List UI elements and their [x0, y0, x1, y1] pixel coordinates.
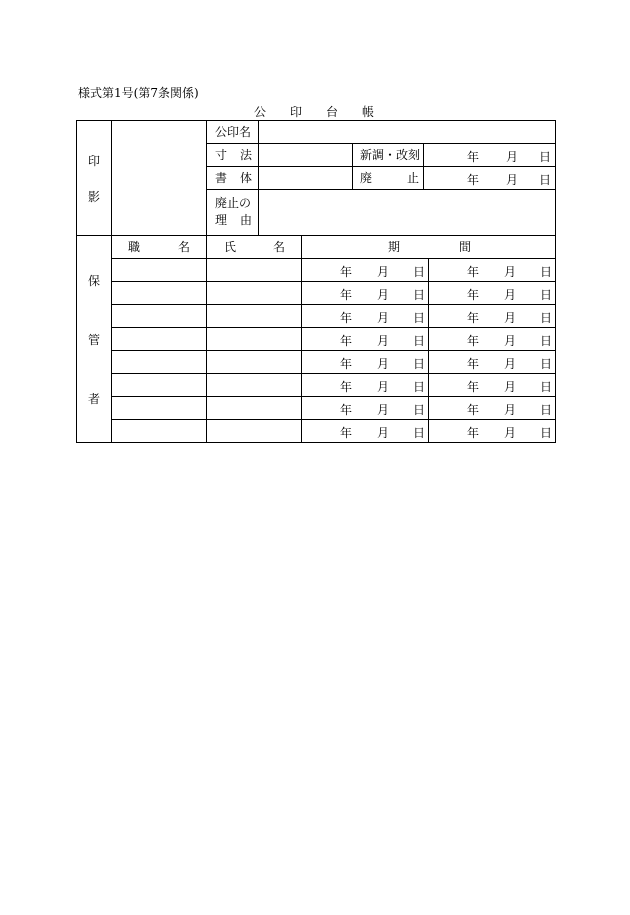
year-char: 年	[467, 403, 480, 417]
reason-label-line1: 廃止の	[215, 196, 252, 210]
month-char: 月	[377, 311, 390, 325]
size-label-char: 法	[240, 148, 253, 162]
period-end-date[interactable]	[429, 424, 555, 438]
year-char: 年	[467, 426, 480, 440]
row-divider	[111, 281, 556, 282]
month-char: 月	[377, 357, 390, 371]
period-start-date[interactable]	[302, 378, 428, 392]
row-divider	[111, 419, 556, 420]
day-char: 日	[413, 426, 426, 440]
month-char: 月	[377, 288, 390, 302]
row-divider	[111, 350, 556, 351]
reason-label-char: 理	[215, 213, 228, 227]
day-char: 日	[540, 334, 553, 348]
day-char: 日	[540, 288, 553, 302]
page-title	[0, 103, 630, 119]
month-char: 月	[504, 311, 517, 325]
section-divider	[76, 235, 556, 236]
year-char: 年	[340, 265, 353, 279]
seal-impression-box[interactable]	[112, 121, 206, 235]
col-divider	[258, 120, 259, 235]
row-divider	[111, 258, 556, 259]
month-char: 月	[506, 150, 519, 164]
font-label-char: 体	[240, 171, 253, 185]
title-char: 帳	[362, 105, 375, 119]
day-char: 日	[540, 265, 553, 279]
year-char: 年	[467, 311, 480, 325]
title-char: 印	[290, 105, 303, 119]
col-name-header-char: 名	[273, 240, 286, 254]
period-end-date[interactable]	[429, 401, 555, 415]
period-start-date[interactable]	[302, 263, 428, 277]
abolition-label-char: 止	[407, 171, 420, 185]
new-or-revised-label: 新調・改刻	[360, 148, 421, 162]
day-char: 日	[413, 357, 426, 371]
day-char: 日	[540, 426, 553, 440]
month-char: 月	[504, 403, 517, 417]
col-period-header-char: 間	[459, 240, 472, 254]
month-char: 月	[377, 334, 390, 348]
day-char: 日	[540, 380, 553, 394]
row-divider	[111, 396, 556, 397]
table-border-left	[76, 120, 77, 443]
month-char: 月	[377, 265, 390, 279]
day-char: 日	[413, 403, 426, 417]
new-or-revised-date[interactable]	[424, 148, 555, 162]
period-end-date[interactable]	[429, 378, 555, 392]
keeper-label-char: 保	[88, 274, 101, 288]
year-char: 年	[467, 265, 480, 279]
title-char: 台	[326, 105, 339, 119]
day-char: 日	[539, 150, 552, 164]
year-char: 年	[340, 403, 353, 417]
month-char: 月	[504, 288, 517, 302]
col-name-header-char: 氏	[224, 240, 237, 254]
row-divider	[111, 304, 556, 305]
seal-impression-label-char: 影	[88, 190, 101, 204]
year-char: 年	[467, 150, 480, 164]
period-start-date[interactable]	[302, 401, 428, 415]
row-divider	[111, 373, 556, 374]
day-char: 日	[413, 380, 426, 394]
month-char: 月	[504, 265, 517, 279]
table-border-bottom	[76, 442, 556, 443]
col-period-header-char: 期	[388, 240, 401, 254]
year-char: 年	[467, 357, 480, 371]
month-char: 月	[504, 426, 517, 440]
col-position-header-char: 職	[128, 240, 141, 254]
month-char: 月	[377, 403, 390, 417]
col-position-header-char: 名	[178, 240, 191, 254]
period-start-date[interactable]	[302, 332, 428, 346]
year-char: 年	[340, 426, 353, 440]
row-divider	[111, 327, 556, 328]
day-char: 日	[540, 403, 553, 417]
month-char: 月	[504, 380, 517, 394]
col-divider	[352, 143, 353, 190]
day-char: 日	[539, 173, 552, 187]
title-char: 公	[254, 105, 267, 119]
year-char: 年	[340, 380, 353, 394]
year-char: 年	[467, 380, 480, 394]
day-char: 日	[540, 311, 553, 325]
period-start-date[interactable]	[302, 286, 428, 300]
font-label-char: 書	[215, 171, 228, 185]
year-char: 年	[340, 288, 353, 302]
col-divider	[206, 120, 207, 443]
day-char: 日	[413, 288, 426, 302]
year-char: 年	[340, 311, 353, 325]
period-end-date[interactable]	[429, 309, 555, 323]
year-char: 年	[467, 334, 480, 348]
abolition-label-char: 廃	[360, 171, 373, 185]
form-label: 様式第1号(第7条関係)	[78, 86, 199, 100]
day-char: 日	[413, 265, 426, 279]
month-char: 月	[377, 380, 390, 394]
period-start-date[interactable]	[302, 309, 428, 323]
period-end-date[interactable]	[429, 263, 555, 277]
seal-impression-label-char: 印	[88, 154, 101, 168]
period-end-date[interactable]	[429, 286, 555, 300]
year-char: 年	[340, 357, 353, 371]
keeper-label-char: 者	[88, 392, 101, 406]
month-char: 月	[504, 334, 517, 348]
period-end-date[interactable]	[429, 355, 555, 369]
month-char: 月	[377, 426, 390, 440]
keeper-label-char: 管	[88, 333, 101, 347]
month-char: 月	[506, 173, 519, 187]
abolition-date[interactable]	[424, 171, 555, 185]
month-char: 月	[504, 357, 517, 371]
year-char: 年	[467, 173, 480, 187]
period-start-date[interactable]	[302, 424, 428, 438]
period-end-date[interactable]	[429, 332, 555, 346]
table-border-right	[555, 120, 556, 443]
year-char: 年	[340, 334, 353, 348]
year-char: 年	[467, 288, 480, 302]
size-label-char: 寸	[215, 148, 228, 162]
day-char: 日	[413, 334, 426, 348]
reason-label-char: 由	[240, 213, 253, 227]
day-char: 日	[540, 357, 553, 371]
seal-name-label: 公印名	[215, 125, 252, 139]
period-start-date[interactable]	[302, 355, 428, 369]
day-char: 日	[413, 311, 426, 325]
